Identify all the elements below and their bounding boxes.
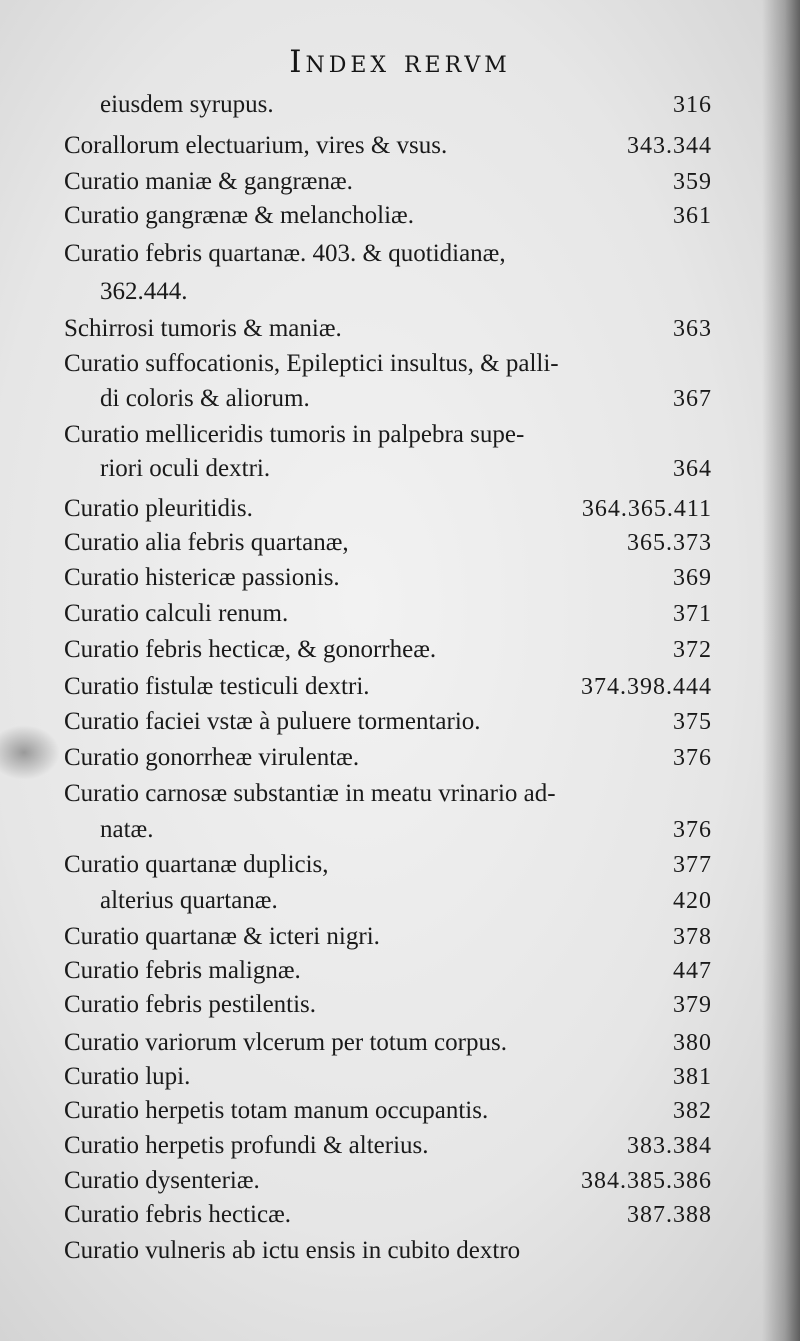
- index-entry-page: 371: [673, 601, 712, 627]
- index-entry-page: 364.365.411: [581, 496, 712, 522]
- index-entry-text: Curatio maniæ & gangrænæ.: [64, 168, 353, 195]
- index-entry-text: Curatio calculi renum.: [64, 600, 289, 627]
- index-entry-text: Curatio febris pestilentis.: [64, 991, 317, 1018]
- index-entry-text: di coloris & aliorum.: [100, 385, 310, 412]
- index-entry-page: 367: [673, 386, 712, 412]
- index-entry-page: 365.373: [627, 530, 712, 556]
- index-entry-page: 379: [673, 992, 712, 1018]
- index-entry-text: Curatio febris hecticæ, & gonorrheæ.: [64, 636, 437, 663]
- index-entry-text: 362.444.: [100, 278, 188, 305]
- index-entry-page: 387.388: [627, 1202, 712, 1228]
- index-entry-page: 374.398.444: [581, 674, 712, 700]
- index-entry-text: Curatio melliceridis tumoris in palpebra supe-: [64, 421, 525, 448]
- index-entry-page: 369: [673, 565, 712, 591]
- index-entry-page: 420: [673, 888, 712, 914]
- index-entry-page: 376: [673, 745, 712, 771]
- index-entry-page: 376: [673, 817, 712, 843]
- index-entry-page: 372: [673, 637, 712, 663]
- index-entry-text: Curatio lupi.: [64, 1063, 191, 1090]
- index-entry-text: natæ.: [100, 816, 154, 843]
- index-entry-text: Curatio gangrænæ & melancholiæ.: [64, 202, 414, 229]
- index-entry-page: 361: [673, 203, 712, 229]
- index-entry-page: 381: [673, 1064, 712, 1090]
- index-entry-text: Curatio histericæ passionis.: [64, 564, 340, 591]
- index-entry-text: Curatio gonorrheæ virulentæ.: [64, 744, 360, 771]
- index-entry-text: Curatio alia febris quartanæ,: [64, 529, 349, 556]
- index-entry-text: Curatio febris malignæ.: [64, 957, 301, 984]
- index-entry-page: 359: [673, 169, 712, 195]
- index-entry-page: 382: [673, 1098, 712, 1124]
- index-entry-page: 377: [673, 852, 712, 878]
- index-entry-text: Curatio carnosæ substantiæ in meatu vrinario ad-: [64, 780, 556, 807]
- index-entry-text: Corallorum electuarium, vires & vsus.: [64, 132, 448, 159]
- page-title: Index rervm: [289, 44, 511, 80]
- index-entry-text: Curatio febris hecticæ.: [64, 1201, 292, 1228]
- index-entry-text: Curatio variorum vlcerum per totum corpus.: [64, 1029, 507, 1056]
- index-entry-text: eiusdem syrupus.: [100, 91, 274, 118]
- index-entry-page: 384.385.386: [581, 1168, 712, 1194]
- index-entry-page: 447: [673, 958, 712, 984]
- index-entry-page: 378: [673, 924, 712, 950]
- index-entry-text: riori oculi dextri.: [100, 455, 271, 482]
- index-entry-page: 375: [673, 709, 712, 735]
- index-entry-text: Curatio pleuritidis.: [64, 495, 253, 522]
- index-entry-text: Curatio dysenteriæ.: [64, 1167, 260, 1194]
- index-entry-page: 343.344: [627, 133, 712, 159]
- index-entry-text: Curatio quartanæ duplicis,: [64, 851, 329, 878]
- index-entry-page: 364: [673, 456, 712, 482]
- index-entry-text: Curatio herpetis totam manum occupantis.: [64, 1097, 489, 1124]
- index-entry-text: Curatio fistulæ testiculi dextri.: [64, 673, 370, 700]
- index-entry-page: 363: [673, 316, 712, 342]
- index-entry-text: Schirrosi tumoris & maniæ.: [64, 315, 342, 342]
- index-entry-text: Curatio suffocationis, Epileptici insultus, & palli-: [64, 350, 559, 377]
- index-entry-page: 383.384: [627, 1133, 712, 1159]
- index-entry-text: alterius quartanæ.: [100, 887, 278, 914]
- index-entry-text: Curatio quartanæ & icteri nigri.: [64, 923, 380, 950]
- index-entry-text: Curatio vulneris ab ictu ensis in cubito dextro: [64, 1237, 521, 1264]
- index-entry-text: Curatio herpetis profundi & alterius.: [64, 1132, 429, 1159]
- index-entry-text: Curatio febris quartanæ. 403. & quotidianæ,: [64, 240, 506, 267]
- index-entry-text: Curatio faciei vstæ à puluere tormentario.: [64, 708, 481, 735]
- index-entry-page: 316: [673, 92, 712, 118]
- index-entry-page: 380: [673, 1030, 712, 1056]
